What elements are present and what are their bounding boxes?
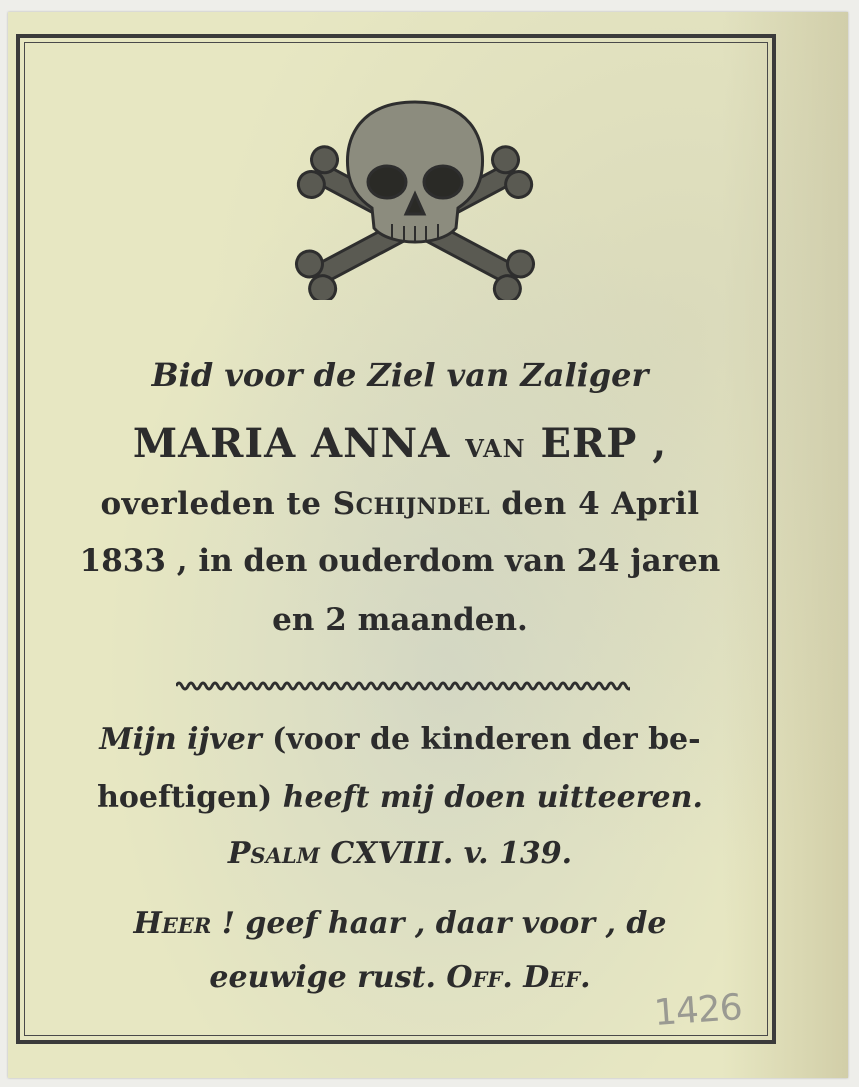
ornamental-divider (176, 680, 630, 692)
verse-line-2 (30, 780, 770, 815)
prayer-line-1 (30, 906, 770, 941)
psalm-label: Psalm (227, 836, 320, 871)
verse-regular-1: (voor de kinderen der be- (261, 722, 701, 757)
skull-and-crossbones-icon (282, 96, 548, 300)
handwritten-number: 1426 (652, 986, 743, 1035)
death-text-b: den 4 April (490, 486, 700, 522)
prayer-lord: Heer (133, 906, 212, 941)
age-line: 1833 , in den ouderdom van 24 jaren (79, 543, 721, 579)
verse-italic-2: heeft mij doen uitteeren. (282, 780, 703, 815)
verse-regular-2: hoeftigen) (97, 780, 283, 815)
name-last: ERP , (525, 420, 668, 467)
death-text-a: overleden te (100, 486, 333, 522)
prayer-reference: Off. Def. (435, 960, 591, 995)
prayer-text-1: ! geef haar , daar voor , de (211, 906, 667, 941)
psalm-reference (30, 836, 770, 871)
name-first: MARIA ANNA (132, 420, 466, 467)
verse-line-1 (30, 722, 770, 757)
age-months-line: en 2 maanden. (272, 602, 528, 638)
death-line (30, 486, 770, 522)
name-particle: VAN (465, 434, 526, 463)
psalm-number: CXVIII. v. 139. (319, 836, 573, 871)
death-place: Schijndel (332, 486, 491, 522)
invocation-line: Bid voor de Ziel van Zaliger (151, 356, 649, 394)
deceased-name (30, 420, 770, 467)
verse-italic-1: Mijn ijver (99, 722, 262, 757)
prayer-text-2: eeuwige rust. (209, 960, 436, 995)
prayer-line-2 (30, 960, 770, 995)
